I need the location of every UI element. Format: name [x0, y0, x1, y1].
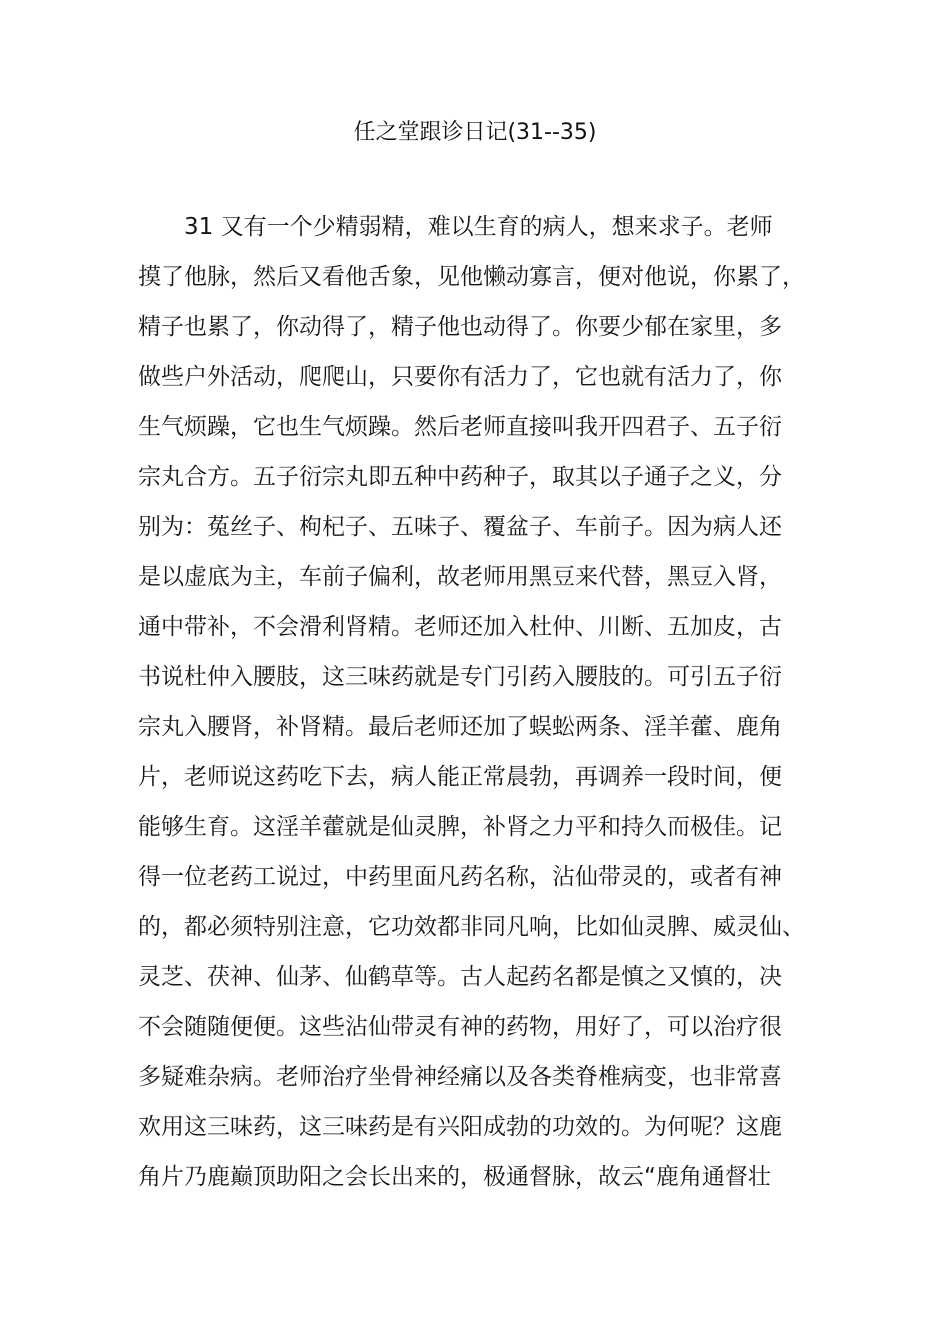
text-line: 别为：菟丝子、枸杞子、五味子、覆盆子、车前子。因为病人还	[138, 514, 782, 540]
text-line: 片，老师说这药吃下去，病人能正常晨勃，再调养一段时间，便	[138, 764, 782, 790]
text-line: 欢用这三味药，这三味药是有兴阳成勃的功效的。为何呢？这鹿	[138, 1114, 782, 1140]
text-line: 不会随随便便。这些沾仙带灵有神的药物，用好了，可以治疗很	[138, 1014, 782, 1040]
text-line: 宗丸合方。五子衍宗丸即五种中药种子，取其以子通子之义，分	[138, 464, 782, 490]
text-line: 生气烦躁，它也生气烦躁。然后老师直接叫我开四君子、五子衍	[138, 414, 782, 440]
text-line: 能够生育。这淫羊藿就是仙灵脾，补肾之力平和持久而极佳。记	[138, 814, 782, 840]
text-line: 得一位老药工说过，中药里面凡药名称，沾仙带灵的，或者有神	[138, 864, 782, 890]
text-line: 灵芝、茯神、仙茅、仙鹤草等。古人起药名都是慎之又慎的，决	[138, 964, 782, 990]
body-paragraph	[138, 207, 808, 1207]
text-line: 是以虚底为主，车前子偏利，故老师用黑豆来代替，黑豆入肾，	[138, 564, 782, 590]
text-line: 通中带补，不会滑利肾精。老师还加入杜仲、川断、五加皮，古	[138, 614, 782, 640]
text-line: 做些户外活动，爬爬山，只要你有活力了，它也就有活力了，你	[138, 364, 782, 390]
text-line: 精子也累了，你动得了，精子他也动得了。你要少郁在家里，多	[138, 314, 782, 340]
text-line: 的，都必须特别注意，它功效都非同凡响，比如仙灵脾、威灵仙、	[138, 914, 805, 940]
text-line: 多疑难杂病。老师治疗坐骨神经痛以及各类脊椎病变，也非常喜	[138, 1064, 782, 1090]
text-line: 31 又有一个少精弱精，难以生育的病人，想来求子。老师	[184, 214, 773, 240]
text-line: 宗丸入腰肾，补肾精。最后老师还加了蜈蚣两条、淫羊藿、鹿角	[138, 714, 782, 740]
text-line: 书说杜仲入腰肢，这三味药就是专门引药入腰肢的。可引五子衍	[138, 664, 782, 690]
text-line: 角片乃鹿巅顶助阳之会长出来的，极通督脉，故云“鹿角通督壮	[138, 1164, 771, 1190]
text-line: 摸了他脉，然后又看他舌象，见他懒动寡言，便对他说，你累了，	[138, 264, 805, 290]
document-title: 任之堂跟诊日记(31--35)	[353, 120, 597, 145]
